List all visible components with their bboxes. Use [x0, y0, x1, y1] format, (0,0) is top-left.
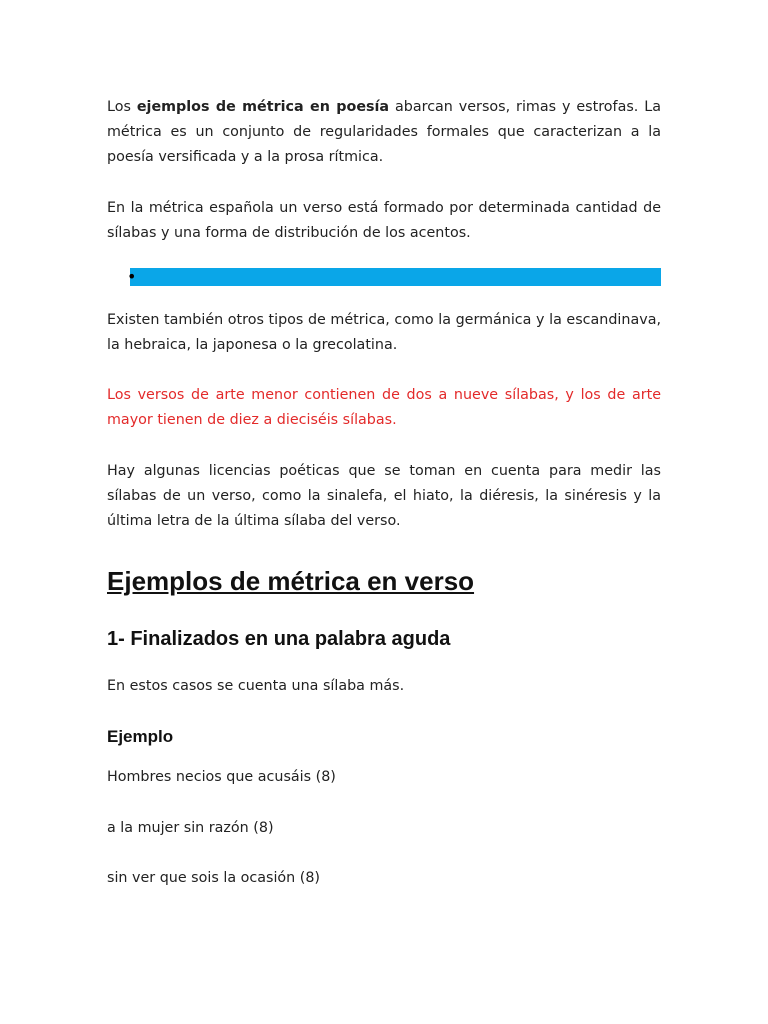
highlight-bar: [130, 268, 661, 286]
intro-suffix: abarcan versos, rimas y estrofas. La métrica es un conjunto de regularidades formales que caracterizan a la poesía versificada y a la prosa rítmica.: [107, 99, 661, 165]
subsection-heading: 1- Finalizados en una palabra aguda: [107, 628, 451, 650]
paragraph-poetic-licenses: Hay algunas licencias poéticas que se toman en cuenta para medir las sílabas de un verso, como la sinalefa, el hiato, la diéresis, la sinéresis y la última letra de la última sílaba del verso.: [107, 463, 661, 529]
paragraph-arte-menor-mayor: Los versos de arte menor contienen de dos a nueve sílabas, y los de arte mayor tienen de diez a dieciséis sílabas.: [107, 387, 661, 428]
paragraph-extra-syllable: En estos casos se cuenta una sílaba más.: [107, 678, 405, 694]
paragraph-verse-definition: En la métrica española un verso está formado por determinada cantidad de sílabas y una forma de distribución de los acentos.: [107, 200, 661, 241]
intro-bold-phrase: ejemplos de métrica en poesía: [136, 99, 390, 115]
example-heading: Ejemplo: [107, 727, 174, 746]
verse-line-2: a la mujer sin razón (8): [107, 820, 274, 836]
paragraph-other-metrics: Existen también otros tipos de métrica, como la germánica y la escandinava, la hebraica, la japonesa o la grecolatina.: [107, 312, 661, 353]
bullet-icon: •: [127, 267, 137, 286]
verse-line-1: Hombres necios que acusáis (8): [107, 769, 336, 785]
verse-line-3: sin ver que sois la ocasión (8): [107, 870, 321, 886]
intro-prefix: Los: [107, 99, 137, 115]
section-heading: Ejemplos de métrica en verso: [107, 566, 475, 596]
intro-paragraph: [107, 95, 661, 170]
